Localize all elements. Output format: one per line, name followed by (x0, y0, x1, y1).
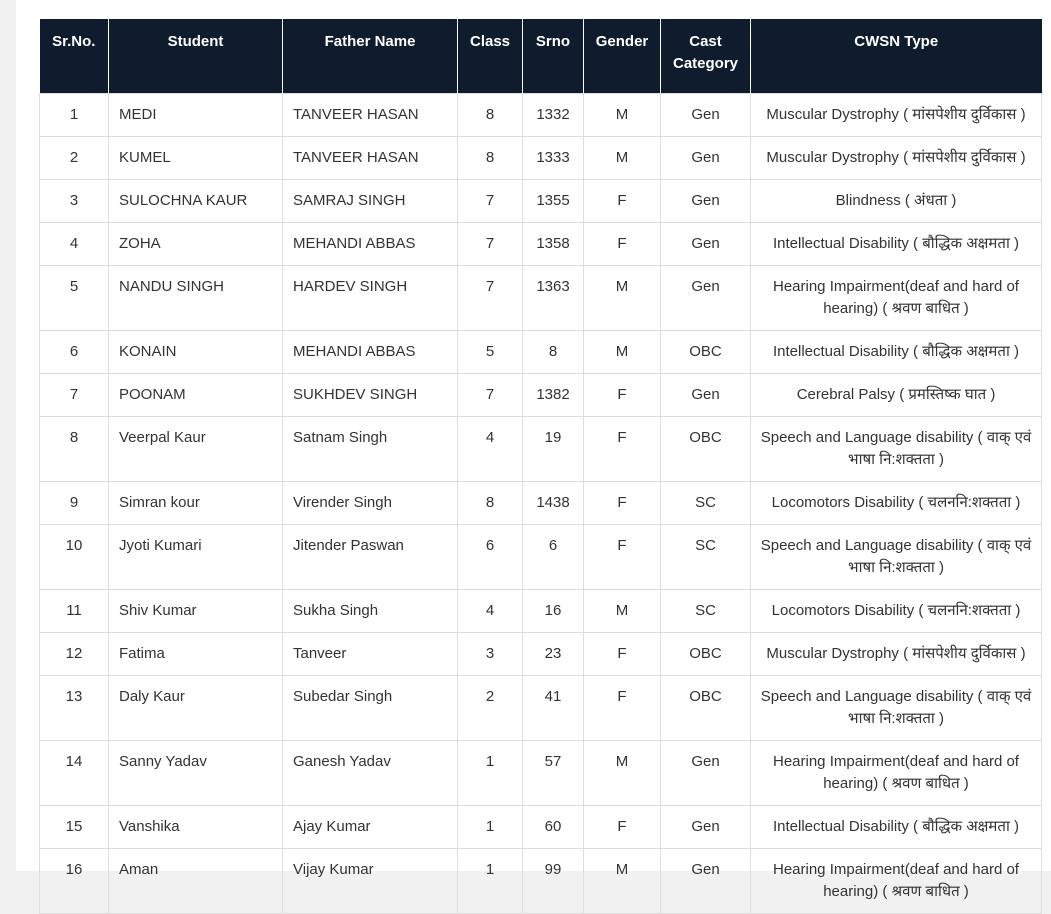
cell-father-name: Sukha Singh (283, 590, 458, 633)
cell-class: 8 (458, 482, 523, 525)
cell-sr-no: 13 (40, 676, 109, 741)
cell-student: Daly Kaur (109, 676, 283, 741)
cell-student: Shiv Kumar (109, 590, 283, 633)
table-row (40, 331, 1042, 374)
cell-student: KUMEL (109, 137, 283, 180)
cell-cwsn-type: Locomotors Disability ( चलननि:शक्तता ) (751, 590, 1042, 633)
cell-gender: F (584, 223, 661, 266)
cell-sr-no: 16 (40, 849, 109, 914)
cell-student: NANDU SINGH (109, 266, 283, 331)
cell-cwsn-type: Speech and Language disability ( वाक् एवं भाषा नि:शक्तता ) (751, 525, 1042, 590)
cell-class: 7 (458, 374, 523, 417)
cell-student: SULOCHNA KAUR (109, 180, 283, 223)
cell-sr-no: 14 (40, 741, 109, 806)
cell-sr-no: 6 (40, 331, 109, 374)
cell-gender: M (584, 266, 661, 331)
cell-father-name: TANVEER HASAN (283, 94, 458, 137)
table-row (40, 417, 1042, 482)
cell-gender: F (584, 180, 661, 223)
cell-cwsn-type: Hearing Impairment(deaf and hard of hearing) ( श्रवण बाधित ) (751, 266, 1042, 331)
table-row (40, 482, 1042, 525)
cell-student: POONAM (109, 374, 283, 417)
cell-srno: 16 (523, 590, 584, 633)
cell-srno: 1333 (523, 137, 584, 180)
header-srno: Srno (523, 19, 584, 94)
header-sr-no: Sr.No. (40, 19, 109, 94)
cell-srno: 1382 (523, 374, 584, 417)
header-row (40, 19, 1042, 94)
cell-srno: 1363 (523, 266, 584, 331)
cell-student: Vanshika (109, 806, 283, 849)
cell-cast-category: Gen (661, 94, 751, 137)
cell-gender: F (584, 676, 661, 741)
cell-cwsn-type: Speech and Language disability ( वाक् एवं भाषा नि:शक्तता ) (751, 417, 1042, 482)
cell-cast-category: Gen (661, 180, 751, 223)
cell-student: KONAIN (109, 331, 283, 374)
cell-class: 3 (458, 633, 523, 676)
cell-cast-category: OBC (661, 633, 751, 676)
cell-sr-no: 5 (40, 266, 109, 331)
cell-cwsn-type: Cerebral Palsy ( प्रमस्तिष्क घात ) (751, 374, 1042, 417)
cell-class: 7 (458, 266, 523, 331)
cell-srno: 8 (523, 331, 584, 374)
table-row (40, 590, 1042, 633)
header-class: Class (458, 19, 523, 94)
cell-sr-no: 9 (40, 482, 109, 525)
cell-cast-category: Gen (661, 741, 751, 806)
table-row (40, 741, 1042, 806)
table-row (40, 223, 1042, 266)
cell-class: 4 (458, 590, 523, 633)
cell-sr-no: 1 (40, 94, 109, 137)
cell-sr-no: 11 (40, 590, 109, 633)
header-student: Student (109, 19, 283, 94)
cell-srno: 6 (523, 525, 584, 590)
cell-cast-category: OBC (661, 676, 751, 741)
cell-father-name: Virender Singh (283, 482, 458, 525)
cell-student: ZOHA (109, 223, 283, 266)
cell-cast-category: SC (661, 482, 751, 525)
cell-cast-category: Gen (661, 806, 751, 849)
cell-student: Jyoti Kumari (109, 525, 283, 590)
cell-gender: M (584, 331, 661, 374)
table-row (40, 137, 1042, 180)
cell-gender: M (584, 849, 661, 914)
cell-gender: F (584, 633, 661, 676)
cell-father-name: SAMRAJ SINGH (283, 180, 458, 223)
cell-srno: 23 (523, 633, 584, 676)
table-row (40, 525, 1042, 590)
students-table (39, 19, 1042, 914)
cell-student: Veerpal Kaur (109, 417, 283, 482)
cell-father-name: MEHANDI ABBAS (283, 331, 458, 374)
cell-cwsn-type: Speech and Language disability ( वाक् एवं भाषा नि:शक्तता ) (751, 676, 1042, 741)
cell-class: 1 (458, 849, 523, 914)
cell-student: Fatima (109, 633, 283, 676)
cell-cwsn-type: Muscular Dystrophy ( मांसपेशीय दुर्विकास ) (751, 94, 1042, 137)
cell-father-name: Satnam Singh (283, 417, 458, 482)
cell-father-name: Vijay Kumar (283, 849, 458, 914)
cell-gender: M (584, 94, 661, 137)
cell-srno: 1438 (523, 482, 584, 525)
cell-student: Simran kour (109, 482, 283, 525)
cell-sr-no: 15 (40, 806, 109, 849)
cell-cwsn-type: Intellectual Disability ( बौद्धिक अक्षमता ) (751, 223, 1042, 266)
cell-cwsn-type: Intellectual Disability ( बौद्धिक अक्षमता ) (751, 806, 1042, 849)
cell-father-name: Ganesh Yadav (283, 741, 458, 806)
cell-class: 8 (458, 94, 523, 137)
cell-class: 7 (458, 180, 523, 223)
cell-srno: 99 (523, 849, 584, 914)
cell-cwsn-type: Blindness ( अंधता ) (751, 180, 1042, 223)
cell-gender: F (584, 806, 661, 849)
cell-cwsn-type: Hearing Impairment(deaf and hard of hearing) ( श्रवण बाधित ) (751, 741, 1042, 806)
cell-class: 4 (458, 417, 523, 482)
cell-cast-category: Gen (661, 266, 751, 331)
cell-srno: 1355 (523, 180, 584, 223)
cell-sr-no: 12 (40, 633, 109, 676)
cell-student: Sanny Yadav (109, 741, 283, 806)
cell-class: 6 (458, 525, 523, 590)
cell-cwsn-type: Hearing Impairment(deaf and hard of hearing) ( श्रवण बाधित ) (751, 849, 1042, 914)
cell-srno: 19 (523, 417, 584, 482)
cell-cast-category: Gen (661, 223, 751, 266)
table-row (40, 266, 1042, 331)
cell-father-name: Subedar Singh (283, 676, 458, 741)
table-row (40, 849, 1042, 914)
cell-cast-category: SC (661, 590, 751, 633)
cell-gender: F (584, 374, 661, 417)
table-body (40, 94, 1042, 914)
cell-class: 1 (458, 806, 523, 849)
page (16, 0, 1051, 900)
cell-father-name: HARDEV SINGH (283, 266, 458, 331)
cell-father-name: MEHANDI ABBAS (283, 223, 458, 266)
cell-class: 7 (458, 223, 523, 266)
header-cwsn-type: CWSN Type (751, 19, 1042, 94)
cell-class: 8 (458, 137, 523, 180)
header-gender: Gender (584, 19, 661, 94)
cell-sr-no: 3 (40, 180, 109, 223)
cell-srno: 57 (523, 741, 584, 806)
cell-gender: F (584, 417, 661, 482)
cell-srno: 1358 (523, 223, 584, 266)
cell-cwsn-type: Muscular Dystrophy ( मांसपेशीय दुर्विकास ) (751, 137, 1042, 180)
cell-father-name: Jitender Paswan (283, 525, 458, 590)
header-cast-category: Cast Category (661, 19, 751, 94)
table-row (40, 94, 1042, 137)
cell-gender: M (584, 741, 661, 806)
cell-srno: 60 (523, 806, 584, 849)
cell-student: Aman (109, 849, 283, 914)
cell-father-name: Tanveer (283, 633, 458, 676)
cell-class: 5 (458, 331, 523, 374)
cell-sr-no: 2 (40, 137, 109, 180)
header-father-name: Father Name (283, 19, 458, 94)
cell-father-name: TANVEER HASAN (283, 137, 458, 180)
cell-sr-no: 8 (40, 417, 109, 482)
cell-student: MEDI (109, 94, 283, 137)
cell-srno: 41 (523, 676, 584, 741)
cell-class: 2 (458, 676, 523, 741)
cell-sr-no: 10 (40, 525, 109, 590)
cell-father-name: SUKHDEV SINGH (283, 374, 458, 417)
cell-cwsn-type: Muscular Dystrophy ( मांसपेशीय दुर्विकास ) (751, 633, 1042, 676)
table-row (40, 180, 1042, 223)
cell-sr-no: 7 (40, 374, 109, 417)
cell-cast-category: Gen (661, 374, 751, 417)
cell-gender: M (584, 590, 661, 633)
cell-cast-category: OBC (661, 417, 751, 482)
cell-cwsn-type: Locomotors Disability ( चलननि:शक्तता ) (751, 482, 1042, 525)
table-row (40, 374, 1042, 417)
cell-class: 1 (458, 741, 523, 806)
cell-gender: F (584, 482, 661, 525)
cell-sr-no: 4 (40, 223, 109, 266)
cell-cast-category: SC (661, 525, 751, 590)
table-row (40, 806, 1042, 849)
cell-cast-category: Gen (661, 849, 751, 914)
table-row (40, 633, 1042, 676)
cell-gender: M (584, 137, 661, 180)
cell-srno: 1332 (523, 94, 584, 137)
cell-gender: F (584, 525, 661, 590)
cell-cast-category: Gen (661, 137, 751, 180)
cell-father-name: Ajay Kumar (283, 806, 458, 849)
table-row (40, 676, 1042, 741)
cell-cwsn-type: Intellectual Disability ( बौद्धिक अक्षमता ) (751, 331, 1042, 374)
cell-cast-category: OBC (661, 331, 751, 374)
